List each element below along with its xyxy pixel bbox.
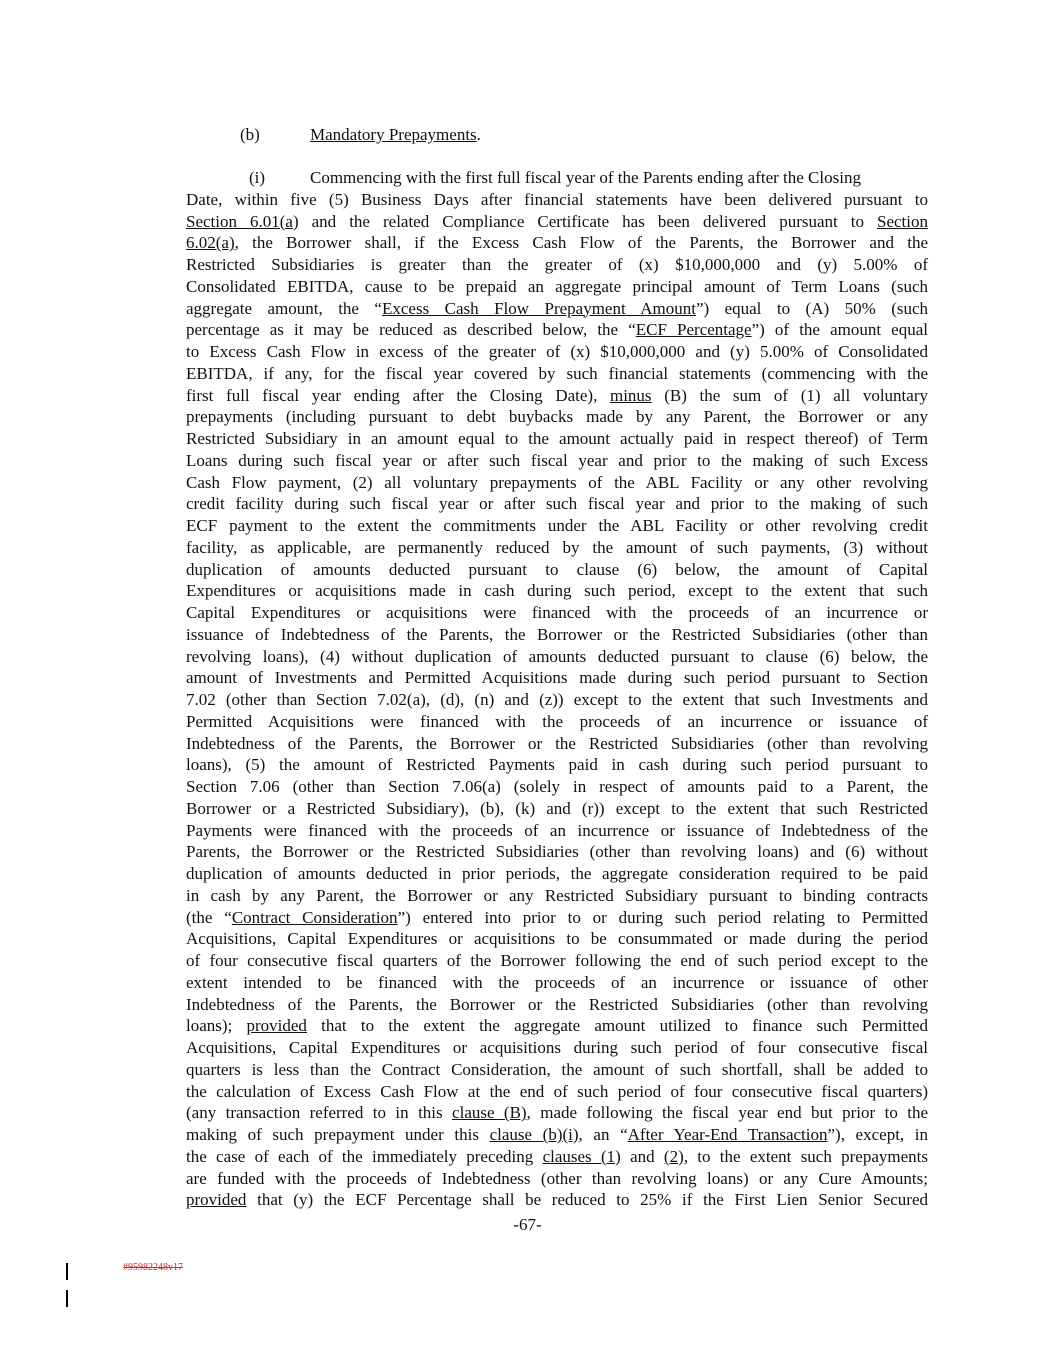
body-line	[186, 515, 928, 537]
text-run: of four consecutive fiscal quarters of the Borrower following the end of such period except to the	[186, 951, 928, 970]
section-heading	[240, 124, 481, 146]
defined-term: Section	[877, 211, 928, 231]
body-line	[186, 776, 928, 798]
defined-term: Excess Cash Flow Prepayment Amount	[381, 298, 696, 318]
text-run: Restricted Subsidiaries is greater than the greater of (x) $10,000,000 and (y) 5.00% of	[186, 255, 928, 274]
defined-term: ECF Percentage	[635, 320, 752, 340]
body-line	[186, 798, 928, 820]
body-line	[186, 646, 928, 668]
text-run: (B) the sum of (1) all voluntary	[651, 385, 928, 405]
body-line	[186, 1037, 928, 1059]
text-run: loans), (5) the amount of Restricted Payments paid in cash during such period pursuant to	[186, 755, 928, 775]
body-line	[186, 167, 928, 189]
page-number: -67-	[513, 1215, 542, 1234]
body-line	[186, 820, 928, 842]
body-line	[186, 298, 928, 320]
text-run: that to the extent the aggregate amount utilized to finance such Permitted	[306, 1016, 928, 1036]
body-line	[186, 254, 928, 276]
text-run: (the “	[186, 907, 232, 927]
text-run: Loans during such fiscal year or after such fiscal year and prior to the making of such Excess	[186, 450, 928, 470]
text-run: Acquisitions, Capital Expenditures or acquisitions during such period of four consecutive fiscal	[186, 1038, 928, 1057]
body-line	[186, 1146, 928, 1168]
text-run: loans);	[186, 1016, 247, 1036]
text-run: percentage as it may be reduced as described below, the “	[186, 320, 636, 340]
text-run: that (y) the ECF Percentage shall be reduced to 25% if the First Lien Senior Secured	[246, 1190, 928, 1210]
text-run: Indebtedness of the Parents, the Borrower or the Restricted Subsidiaries (other than revolving	[186, 733, 928, 753]
text-run: , made following the fiscal year end but prior to the	[526, 1103, 929, 1123]
text-run: Capital Expenditures or acquisitions were financed with the proceeds of an incurrence or	[186, 603, 928, 622]
body-line	[186, 907, 928, 929]
text-run: ”), except, in	[827, 1125, 929, 1144]
defined-term: (2)	[663, 1146, 684, 1166]
revision-change-bar	[66, 1263, 68, 1280]
body-line	[186, 602, 928, 624]
text-run: ”) of the amount equal	[751, 320, 928, 340]
body-line	[186, 950, 928, 972]
text-run: Expenditures or acquisitions made in cash during such period, except to the extent that such	[186, 581, 928, 601]
body-line	[186, 972, 928, 994]
body-line	[186, 189, 928, 211]
text-run: the calculation of Excess Cash Flow at the end of such period of four consecutive fiscal quarters)	[186, 1081, 928, 1101]
text-run: ”) entered into prior to or during such period relating to Permitted	[397, 907, 928, 927]
body-line	[186, 537, 928, 559]
document-id: #95982248v17	[123, 1262, 183, 1273]
heading-period: .	[476, 125, 481, 144]
text-run: Borrower or a Restricted Subsidiary), (b), (k) and (r)) except to the extent that such Restricted	[186, 798, 928, 818]
text-run: and	[620, 1146, 664, 1166]
body-line	[186, 493, 928, 515]
heading-number: (b)	[240, 125, 260, 144]
body-line	[186, 841, 928, 863]
text-run: credit facility during such fiscal year or after such fiscal year and prior to the making of such	[186, 494, 928, 514]
text-run: making of such prepayment under this	[186, 1125, 490, 1144]
text-run: quarters is less than the Contract Consideration, the amount of such shortfall, shall be added to	[186, 1059, 928, 1079]
text-run: aggregate amount, the “	[186, 298, 382, 318]
defined-term: Section 6.01(a)	[186, 211, 299, 231]
text-run: first full fiscal year ending after the Closing Date),	[186, 385, 610, 405]
text-run: Section 7.06 (other than Section 7.06(a) (solely in respect of amounts paid to a Parent, the	[186, 777, 928, 796]
revision-change-bar	[66, 1290, 68, 1307]
text-run: Parents, the Borrower or the Restricted Subsidiaries (other than revolving loans) and (6) without	[186, 842, 928, 862]
body-line	[186, 450, 928, 472]
defined-term: Contract Consideration	[231, 907, 398, 927]
text-run: Permitted Acquisitions were financed with the proceeds of an incurrence or issuance of	[186, 711, 928, 731]
text-run: 7.02 (other than Section 7.02(a), (d), (n) and (z)) except to the extent that such Investments and	[186, 690, 928, 709]
body-line	[186, 472, 928, 494]
clause-number: (i)	[249, 168, 266, 187]
body-line	[186, 994, 928, 1016]
body-line	[186, 1124, 928, 1146]
text-run: EBITDA, if any, for the fiscal year covered by such financial statements (commencing with the	[186, 363, 928, 383]
text-run: Consolidated EBITDA, cause to be prepaid an aggregate principal amount of Term Loans (such	[186, 276, 928, 296]
body-line	[186, 1168, 928, 1190]
defined-term: After Year-End Transaction	[627, 1125, 828, 1144]
body-line	[186, 863, 928, 885]
text-run: Cash Flow payment, (2) all voluntary prepayments of the ABL Facility or any other revolving	[186, 472, 928, 492]
text-run: the case of each of the immediately preceding	[186, 1146, 543, 1166]
heading-title: Mandatory Prepayments	[310, 125, 477, 144]
text-run: Acquisitions, Capital Expenditures or acquisitions to be consummated or made during the period	[186, 929, 928, 949]
body-line	[186, 319, 928, 341]
text-run: Indebtedness of the Parents, the Borrower or the Restricted Subsidiaries (other than revolving	[186, 994, 928, 1014]
body-line	[186, 928, 928, 950]
body-line	[186, 1102, 928, 1124]
text-run: duplication of amounts deducted in prior periods, the aggregate consideration required to be paid	[186, 864, 928, 883]
body-line	[186, 754, 928, 776]
text-run: to Excess Cash Flow in excess of the greater of (x) $10,000,000 and (y) 5.00% of Consolidated	[186, 342, 928, 361]
defined-term: provided	[186, 1190, 247, 1210]
text-run: duplication of amounts deducted pursuant to clause (6) below, the amount of Capital	[186, 559, 928, 579]
text-run: are funded with the proceeds of Indebtedness (other than revolving loans) or any Cure Amounts;	[186, 1168, 928, 1188]
text-run: and the related Compliance Certificate has been delivered pursuant to	[298, 211, 877, 231]
body-line	[186, 385, 928, 407]
body-line	[186, 689, 928, 711]
body-line	[186, 276, 928, 298]
body-line	[186, 1189, 928, 1211]
text-run: , an “	[578, 1125, 628, 1144]
body-line	[186, 341, 928, 363]
text-run: in cash by any Parent, the Borrower or any Restricted Subsidiary pursuant to binding contracts	[186, 885, 928, 905]
text-run: (any transaction referred to in this	[186, 1103, 453, 1123]
text-run: ”) equal to (A) 50% (such	[695, 298, 929, 318]
text-run: extent intended to be financed with the proceeds of an incurrence or issuance of other	[186, 972, 928, 992]
body-line	[186, 428, 928, 450]
defined-term: minus	[609, 385, 652, 405]
text-run: amount of Investments and Permitted Acquisitions made during such period pursuant to Section	[186, 668, 928, 688]
body-line	[186, 733, 928, 755]
body-line	[186, 580, 928, 602]
text-run: issuance of Indebtedness of the Parents, the Borrower or the Restricted Subsidiaries (other than	[186, 624, 928, 644]
text-run: Restricted Subsidiary in an amount equal to the amount actually paid in respect thereof) of Term	[186, 429, 928, 448]
text-run: facility, as applicable, are permanently reduced by the amount of such payments, (3) without	[186, 537, 928, 557]
text-run: Payments were financed with the proceeds of an incurrence or issuance of Indebtedness of the	[186, 820, 928, 840]
text-run: , to the extent such prepayments	[683, 1146, 928, 1166]
body-line	[186, 667, 928, 689]
body-line	[186, 363, 928, 385]
body-line	[186, 885, 928, 907]
defined-term: clauses (1)	[542, 1146, 621, 1166]
text-run: revolving loans), (4) without duplication of amounts deducted pursuant to clause (6) below, the	[186, 646, 928, 666]
text-run: , the Borrower shall, if the Excess Cash Flow of the Parents, the Borrower and the	[234, 233, 928, 253]
body-line	[186, 211, 928, 233]
body-line	[186, 232, 928, 254]
text-run: prepayments (including pursuant to debt buybacks made by any Parent, the Borrower or any	[186, 407, 928, 427]
defined-term: provided	[246, 1016, 307, 1036]
body-line	[186, 1059, 928, 1081]
section-body	[186, 167, 928, 1211]
body-line	[186, 1081, 928, 1103]
body-line	[186, 559, 928, 581]
text-run: Commencing with the first full fiscal year of the Parents ending after the Closing	[310, 168, 861, 187]
text-run: ECF payment to the extent the commitments under the ABL Facility or other revolving credit	[186, 516, 928, 535]
defined-term: clause (B)	[452, 1103, 527, 1123]
body-line	[186, 624, 928, 646]
text-run: Date, within five (5) Business Days after financial statements have been delivered pursuant to	[186, 189, 928, 209]
body-line	[186, 406, 928, 428]
defined-term: clause (b)(i)	[489, 1125, 579, 1144]
body-line	[186, 1015, 928, 1037]
defined-term: 6.02(a)	[186, 233, 235, 253]
body-line	[186, 711, 928, 733]
